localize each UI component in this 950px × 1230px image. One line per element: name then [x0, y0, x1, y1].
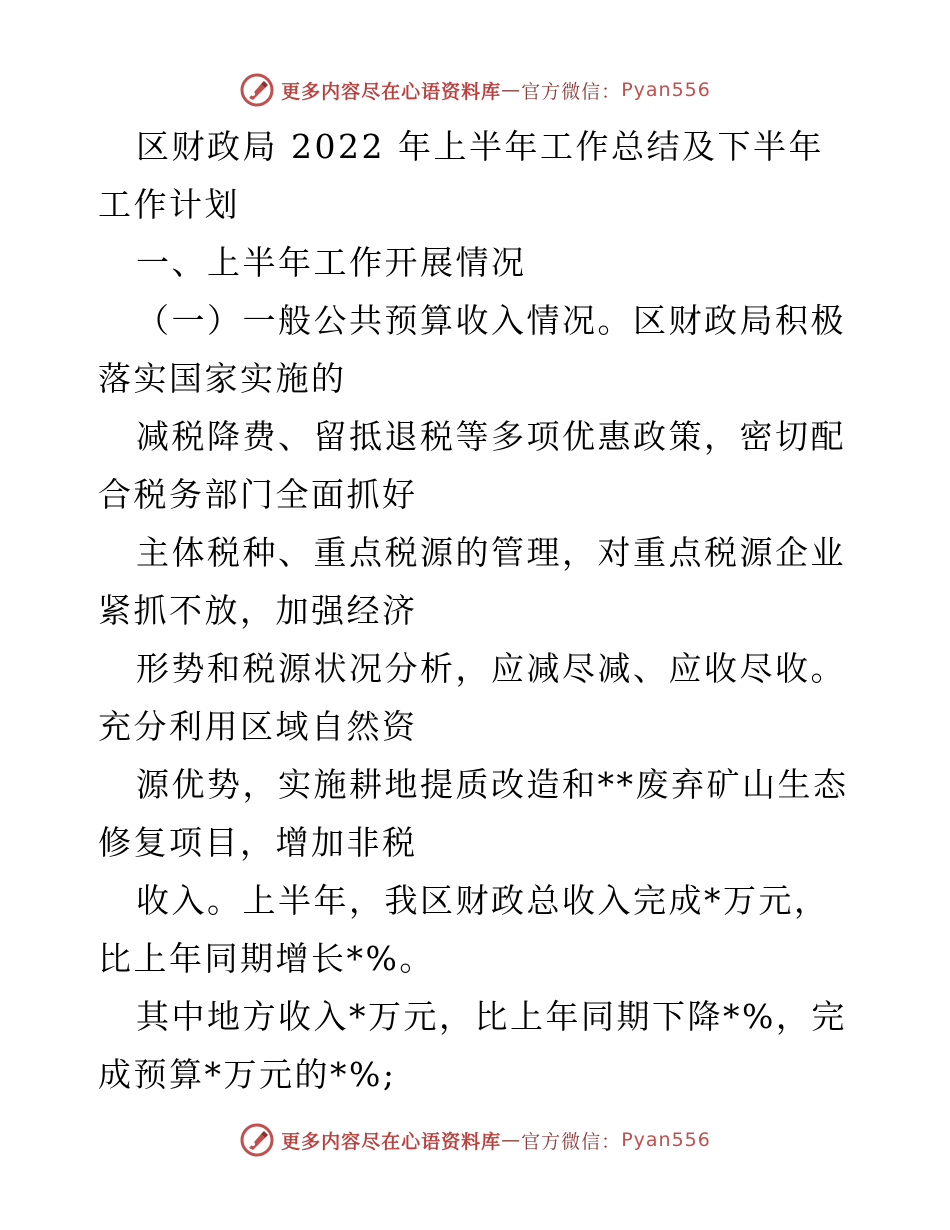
watermark-footer	[0, 1120, 950, 1160]
document-body	[98, 118, 858, 1104]
pen-nib-logo-icon	[239, 72, 275, 108]
watermark-separator: —	[501, 79, 522, 101]
body-paragraph: 减税降费、留抵退税等多项优惠政策，密切配合税务部门全面抓好	[98, 417, 846, 514]
watermark-header	[0, 70, 950, 110]
pen-nib-logo-icon	[239, 1122, 275, 1158]
body-paragraph: （一）一般公共预算收入情况。区财政局积极落实国家实施的	[98, 301, 846, 398]
body-paragraph: 形势和税源状况分析，应减尽减、应收尽收。充分利用区域自然资	[98, 649, 846, 746]
watermark-separator: —	[501, 1129, 522, 1151]
watermark-official-label: 官方微信：	[521, 1130, 622, 1153]
watermark-main-text: 更多内容尽在心语资料库	[281, 80, 502, 103]
body-paragraph: 主体税种、重点税源的管理，对重点税源企业紧抓不放，加强经济	[98, 533, 846, 630]
body-paragraph: 源优势，实施耕地提质改造和**废弃矿山生态修复项目，增加非税	[98, 765, 849, 862]
body-paragraph: 其中地方收入*万元，比上年同期下降*%，完成预算*万元的*%;	[98, 997, 847, 1094]
watermark-wechat-id: Pyan556	[621, 79, 711, 101]
watermark-official-label: 官方微信：	[521, 80, 622, 103]
body-paragraph: 收入。上半年，我区财政总收入完成*万元，比上年同期增长*%。	[98, 881, 830, 978]
section-heading: 一、上半年工作开展情况	[136, 243, 527, 282]
watermark-wechat-id: Pyan556	[621, 1129, 711, 1151]
watermark-main-text: 更多内容尽在心语资料库	[281, 1130, 502, 1153]
document-title: 区财政局 2022 年上半年工作总结及下半年工作计划	[98, 127, 824, 224]
